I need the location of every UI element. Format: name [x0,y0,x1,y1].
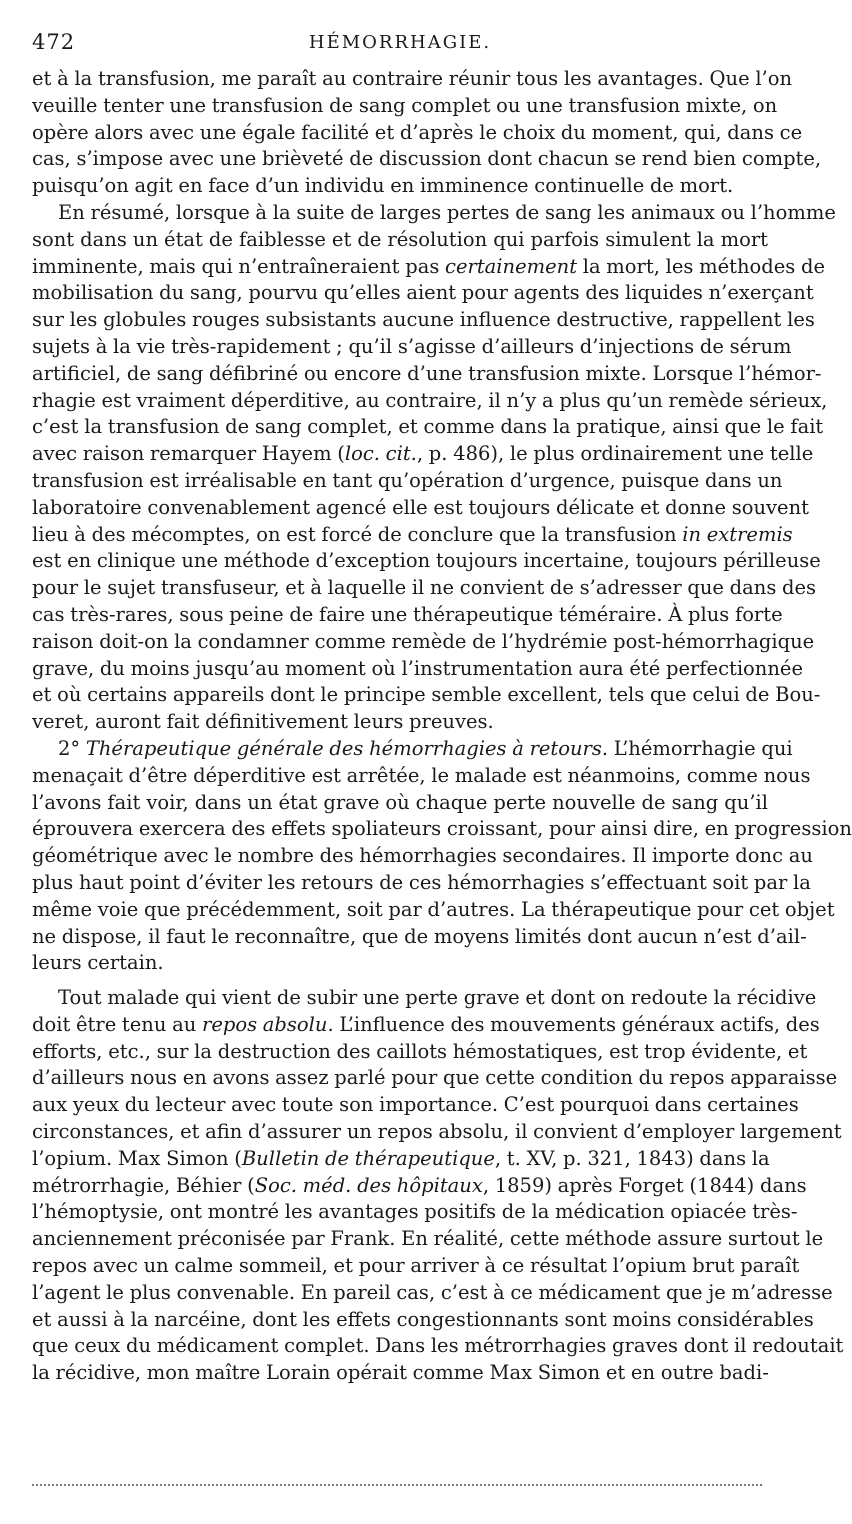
text-line: efforts, etc., sur la destruction des caillots hémostatiques, est trop évidente, et [32,1039,808,1063]
text-line: et aussi à la narcéine, dont les effets congestionnants sont moins considérables [32,1307,814,1331]
text-line: veret, auront fait définitivement leurs preuves. [32,710,494,734]
text-line: éprouvera exercera des effets spoliateurs croissant, pour ainsi dire, en progression [32,817,852,841]
text-line: l’agent le plus convenable. En pareil cas, c’est à ce médicament que je m’adresse [32,1280,833,1304]
text-line: 2° Thérapeutique générale des hémorrhagies à retours. L’hémorrhagie qui [58,736,793,760]
text-line: repos avec un calme sommeil, et pour arriver à ce résultat l’opium brut paraît [32,1254,800,1278]
text-line: veuille tenter une transfusion de sang complet ou une transfusion mixte, on [32,93,778,117]
text-line: métrorrhagie, Béhier (Soc. méd. des hôpitaux, 1859) après Forget (1844) dans [32,1173,807,1197]
page-header [32,30,768,60]
text-line: En résumé, lorsque à la suite de larges pertes de sang les animaux ou l’homme [58,200,836,224]
text-line: et à la transfusion, me paraît au contraire réunir tous les avantages. Que l’on [32,67,793,90]
text-line: l’avons fait voir, dans un état grave où chaque perte nouvelle de sang qu’il [32,790,768,814]
text-line: cas, s’impose avec une brièveté de discussion dont chacun se rend bien compte, [32,147,822,171]
text-line: circonstances, et afin d’assurer un repos absolu, il convient d’employer largement [32,1120,842,1144]
text-line: plus haut point d’éviter les retours de ces hémorrhagies s’effectuant soit par la [32,870,811,894]
paragraph [32,66,822,200]
text-line: géométrique avec le nombre des hémorrhagies secondaires. Il importe donc au [32,844,813,868]
text-line: laboratoire convenablement agencé elle est toujours délicate et donne souvent [32,495,809,519]
text-line: artificiel, de sang défibriné ou encore d’une transfusion mixte. Lorsque l’hémor- [32,361,822,385]
text-line: d’ailleurs nous en avons assez parlé pour que cette condition du repos apparaisse [32,1066,838,1090]
text-line: sujets à la vie très-rapidement ; qu’il s’agisse d’ailleurs d’injections de sérum [32,334,792,358]
text-line: ne dispose, il faut le reconnaître, que de moyens limités dont aucun n’est d’ail- [32,924,807,948]
text-line: cas très-rares, sous peine de faire une thérapeutique téméraire. À plus forte [32,602,783,626]
text-line: doit être tenu au repos absolu. L’influence des mouvements généraux actifs, des [32,1012,820,1036]
body-text [32,66,852,1387]
text-line: rhagie est vraiment déperditive, au contraire, il n’y a plus qu’un remède sérieux, [32,388,828,412]
text-line: et où certains appareils dont le principe semble excellent, tels que celui de Bou- [32,683,821,707]
text-line: sur les globules rouges subsistants aucune influence destructive, rappellent les [32,308,815,332]
text-line: sont dans un état de faiblesse et de résolution qui parfois simulent la mort [32,227,768,251]
text-line: même voie que précédemment, soit par d’autres. La thérapeutique pour cet objet [32,897,835,921]
text-line: que ceux du médicament complet. Dans les métrorrhagies graves dont il redoutait [32,1334,844,1358]
paragraph [32,200,836,736]
text-line: l’opium. Max Simon (Bulletin de thérapeutique, t. XV, p. 321, 1843) dans la [32,1146,770,1170]
text-line: lieu à des mécomptes, on est forcé de conclure que la transfusion in extremis [32,522,793,546]
text-line: imminente, mais qui n’entraîneraient pas certainement la mort, les méthodes de [32,254,825,278]
text-line: avec raison remarquer Hayem (loc. cit., p. 486), le plus ordinairement une telle [32,442,814,466]
text-line: menaçait d’être déperditive est arrêtée, le malade est néanmoins, comme nous [32,763,811,787]
text-line: l’hémoptysie, ont montré les avantages positifs de la médication opiacée très- [32,1200,798,1224]
text-line: opère alors avec une égale facilité et d’après le choix du moment, qui, dans ce [32,120,803,144]
text-line: anciennement préconisée par Frank. En réalité, cette méthode assure surtout le [32,1227,824,1251]
running-head: HÉMORRHAGIE. [308,32,492,53]
text-line: pour le sujet transfuseur, et à laquelle il ne convient de s’adresser que dans des [32,576,817,600]
text-line: aux yeux du lecteur avec toute son importance. C’est pourquoi dans certaines [32,1093,799,1117]
text-line: puisqu’on agit en face d’un individu en imminence continuelle de mort. [32,174,734,198]
footer-dotted-rule [32,1484,762,1486]
paragraph [32,985,844,1387]
text-line: est en clinique une méthode d’exception toujours incertaine, toujours périlleuse [32,549,821,573]
page-number: 472 [32,30,76,54]
text-line: la récidive, mon maître Lorain opérait comme Max Simon et en outre badi- [32,1361,769,1385]
text-line: raison doit-on la condamner comme remède de l’hydrémie post-hémorrhagique [32,629,815,653]
text-line: Tout malade qui vient de subir une perte grave et dont on redoute la récidive [58,986,817,1010]
text-line: transfusion est irréalisable en tant qu’opération d’urgence, puisque dans un [32,468,783,492]
paragraph-gap [32,977,768,985]
text-line: c’est la transfusion de sang complet, et comme dans la pratique, ainsi que le fait [32,415,824,439]
text-line: leurs certain. [32,951,164,975]
text-line: mobilisation du sang, pourvu qu’elles aient pour agents des liquides n’exerçant [32,281,814,305]
text-line: grave, du moins jusqu’au moment où l’instrumentation aura été perfectionnée [32,656,803,680]
paragraph [32,736,852,977]
